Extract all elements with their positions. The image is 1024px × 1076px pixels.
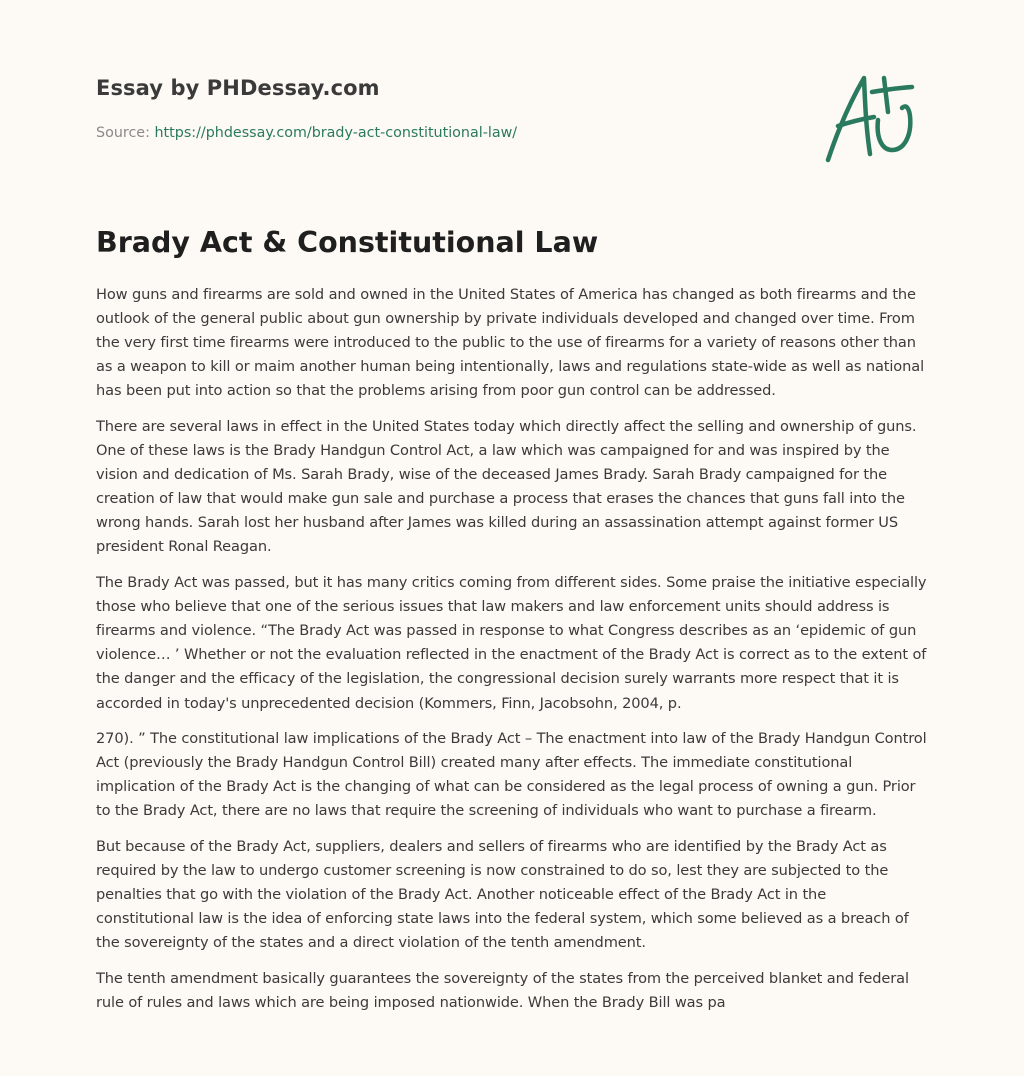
essay-paragraph: But because of the Brady Act, suppliers, dealers and sellers of firearms who are identified by the Brady Act as required by the law to undergo customer screening is now constrained to do so, lest they are subjected to the penalties that go with the violation of the Brady Act. Another noticeable effect of the Brady Act in the constitutional law is the idea of enforcing state laws into the federal system, which some believed as a breach of the sovereignty of the states and a direct violation of the tenth amendment. (96, 837, 909, 952)
source-link[interactable]: https://phdessay.com/brady-act-constitutional-law/ (154, 125, 518, 141)
essay-body (96, 283, 928, 1027)
essay-paragraph: The tenth amendment basically guarantees the sovereignty of the states from the perceived blanket and federal rule of rules and laws which are being imposed nationwide. When the Brady Bill was pa (96, 969, 909, 1012)
source-line (96, 125, 517, 141)
source-label: Source: (96, 125, 155, 141)
essay-paragraph: There are several laws in effect in the United States today which directly affect the selling and ownership of guns. One of these laws is the Brady Handgun Control Act, a law which was campaigned for and was inspired by the vision and dedication of Ms. Sarah Brady, wise of the deceased James Brady. Sarah Brady campaigned for the creation of law that would make gun sale and purchase a process that erases the chances that guns fall into the wrong hands. Sarah lost her husband after James was killed during an assassination attempt against former US president Ronal Reagan. (96, 417, 917, 556)
essay-page (96, 0, 928, 1076)
essay-title: Brady Act & Constitutional Law (96, 226, 599, 259)
essay-paragraph: How guns and firearms are sold and owned in the United States of America has changed as both firearms and the outlook of the general public about gun ownership by private individuals developed and changed over time. From the very first time firearms were introduced to the public to the use of firearms for a variety of reasons other than as a weapon to kill or maim another human being intentionally, laws and regulations state-wide as well as national has been put into action so that the problems arising from poor gun control can be addressed. (96, 286, 925, 400)
essay-paragraph: The Brady Act was passed, but it has many critics coming from different sides. Some praise the initiative especially those who believe that one of the serious issues that law makers and law enforcement units should address is firearms and violence. “The Brady Act was passed in response to what Congress describes as an ‘epidemic of gun violence… ’ Whether or not the evaluation reflected in the enactment of the Brady Act is correct as to the extent of the danger and the efficacy of the legislation, the congressional decision surely warrants more respect that it is accorded in today's unprecedented decision (Kommers, Finn, Jacobsohn, 2004, p. (96, 574, 927, 712)
essay-paragraph: 270). ” The constitutional law implications of the Brady Act – The enactment into law of the Brady Handgun Control Act (previously the Brady Handgun Control Bill) created many after effects. The immediate constitutional implication of the Brady Act is the changing of what can be considered as the legal process of owning a gun. Prior to the Brady Act, there are no laws that require the screening of individuals who want to purchase a firearm. (96, 730, 927, 820)
a-plus-grade-icon (822, 68, 926, 168)
site-brand: Essay by PHDessay.com (96, 76, 380, 100)
